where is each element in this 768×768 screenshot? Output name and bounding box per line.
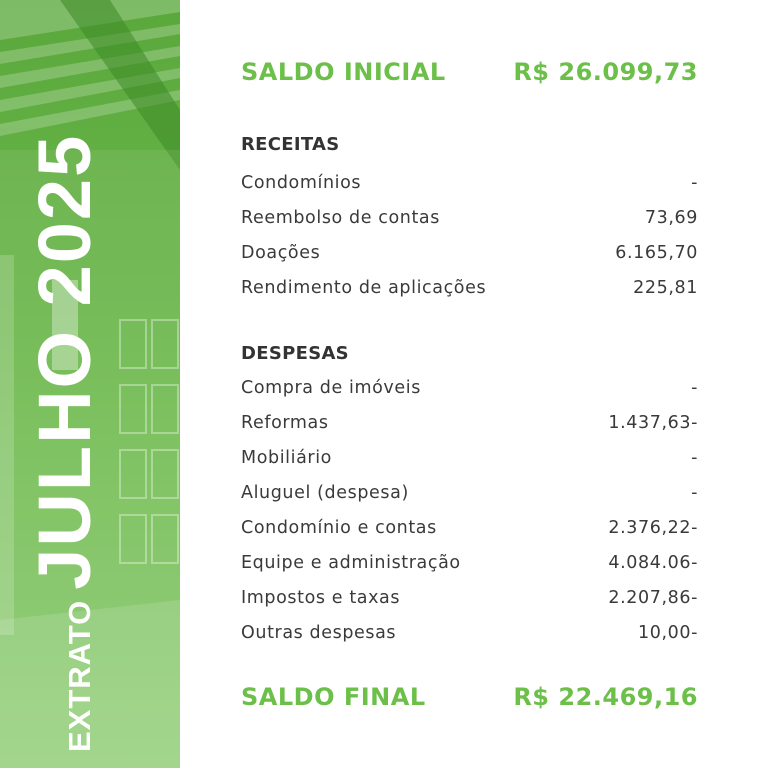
despesa-row <box>241 513 698 543</box>
receita-label: Reembolso de contas <box>241 208 440 228</box>
sidebar-photo-panel <box>0 0 180 768</box>
despesa-row <box>241 408 698 438</box>
despesa-label: Aluguel (despesa) <box>241 483 409 503</box>
receita-label: Condomínios <box>241 173 362 193</box>
statement-content <box>241 0 698 768</box>
receita-value: 225,81 <box>633 278 698 298</box>
receita-value: 6.165,70 <box>615 243 698 263</box>
despesa-value: - <box>691 448 698 468</box>
despesa-value: 2.207,86- <box>608 588 698 608</box>
despesa-value: 1.437,63- <box>608 413 698 433</box>
despesa-row <box>241 478 698 508</box>
receita-row <box>241 203 698 233</box>
despesa-row <box>241 443 698 473</box>
despesa-value: - <box>691 378 698 398</box>
despesa-value: 10,00- <box>637 623 698 643</box>
receita-row <box>241 273 698 303</box>
saldo-final-value: R$ 22.469,16 <box>513 683 698 711</box>
despesa-label: Equipe e administração <box>241 553 461 573</box>
despesa-label: Reformas <box>241 413 329 433</box>
receita-value: 73,69 <box>644 208 698 228</box>
despesa-value: 4.084.06- <box>608 553 698 573</box>
receita-label: Rendimento de aplicações <box>241 278 487 298</box>
receitas-heading: RECEITAS <box>241 134 340 155</box>
saldo-inicial-value: R$ 26.099,73 <box>513 58 698 86</box>
saldo-final-row <box>241 677 698 717</box>
despesa-value: 2.376,22- <box>608 518 698 538</box>
saldo-final-label: SALDO FINAL <box>241 683 426 711</box>
despesa-value: - <box>691 483 698 503</box>
saldo-inicial-label: SALDO INICIAL <box>241 58 446 86</box>
despesa-row <box>241 373 698 403</box>
vertical-title <box>23 133 106 752</box>
despesa-label: Condomínio e contas <box>241 518 437 538</box>
receita-row <box>241 168 698 198</box>
despesa-row <box>241 583 698 613</box>
receita-label: Doações <box>241 243 321 263</box>
extrato-label: EXTRATO <box>62 599 97 752</box>
month-year-title: JULHO 2025 <box>23 133 106 590</box>
despesa-row <box>241 548 698 578</box>
despesa-row <box>241 618 698 648</box>
receita-value: - <box>691 173 698 193</box>
despesa-label: Compra de imóveis <box>241 378 421 398</box>
receita-row <box>241 238 698 268</box>
despesa-label: Outras despesas <box>241 623 397 643</box>
despesa-label: Impostos e taxas <box>241 588 401 608</box>
despesa-label: Mobiliário <box>241 448 332 468</box>
saldo-inicial-row <box>241 52 698 92</box>
despesas-heading: DESPESAS <box>241 343 349 364</box>
